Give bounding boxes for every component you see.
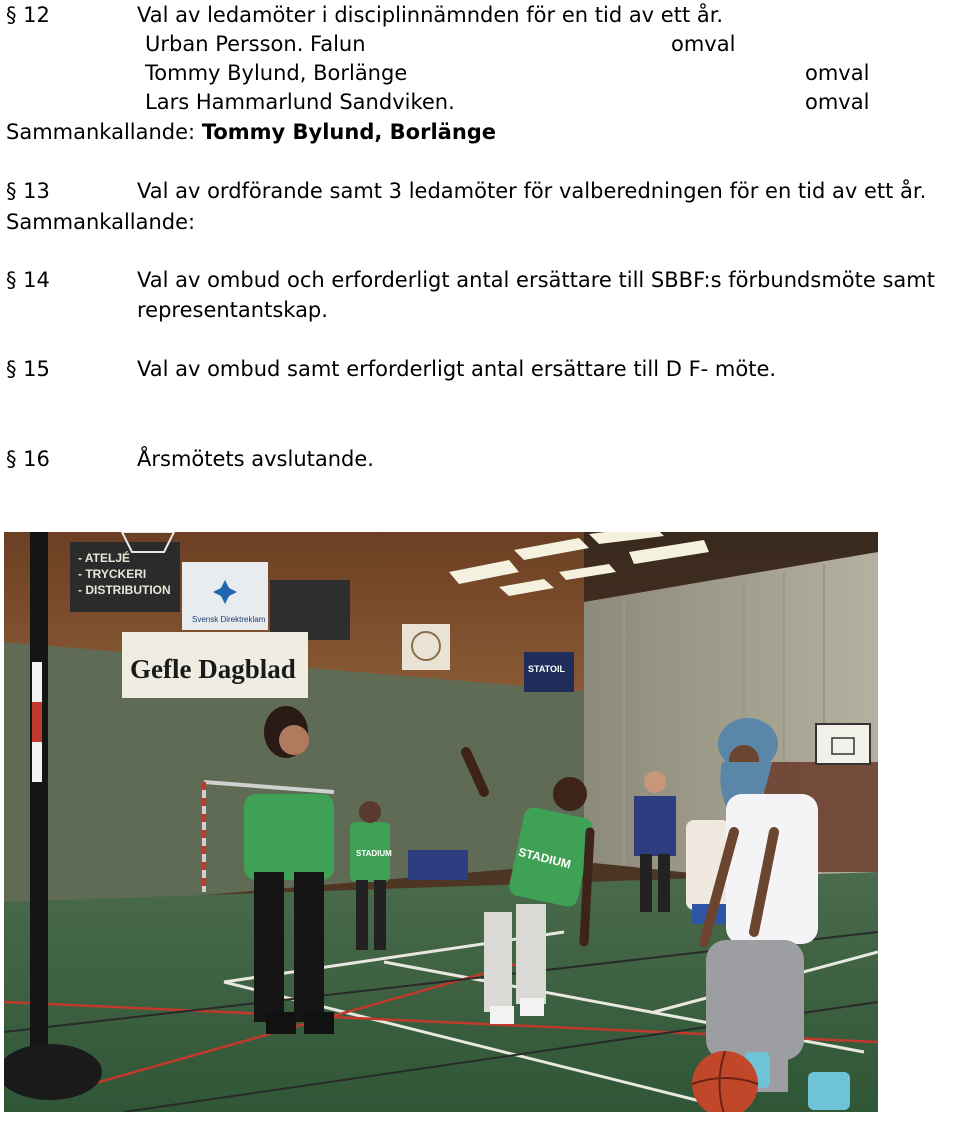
convener-line-12 bbox=[6, 120, 496, 144]
item-text-12: Val av ledamöter i disciplinnämnden för en tid av ett år. bbox=[137, 3, 724, 27]
item-number-13: § 13 bbox=[6, 179, 50, 203]
basketball-photo bbox=[4, 532, 878, 1112]
sign-text: - ATELJÉ bbox=[78, 551, 131, 565]
basketball-board bbox=[816, 724, 870, 764]
sign-text: - DISTRIBUTION bbox=[78, 583, 171, 597]
member-name: Lars Hammarlund Sandviken. bbox=[145, 90, 455, 114]
item-text-14-line2: representantskap. bbox=[137, 298, 328, 322]
convener-name: Tommy Bylund, Borlänge bbox=[201, 120, 497, 144]
member-name: Urban Persson. Falun bbox=[145, 32, 366, 56]
sign-text: Svensk Direktreklam bbox=[192, 615, 266, 624]
item-number-16: § 16 bbox=[6, 447, 50, 471]
bib-text: STADIUM bbox=[356, 849, 392, 858]
sign-text: - TRYCKERI bbox=[78, 567, 147, 581]
sign-dark bbox=[270, 580, 350, 640]
convener-label: Sammankallande: bbox=[6, 120, 202, 144]
item-number-15: § 15 bbox=[6, 357, 50, 381]
item-text-15: Val av ombud samt erforderligt antal ersättare till D F- möte. bbox=[137, 357, 777, 381]
item-number-12: § 12 bbox=[6, 3, 50, 27]
member-status: omval bbox=[805, 90, 870, 114]
item-text-16: Årsmötets avslutande. bbox=[137, 447, 374, 471]
sign-text: STATOIL bbox=[528, 664, 565, 674]
item-text-13: Val av ordförande samt 3 ledamöter för valberedningen för en tid av ett år. bbox=[137, 179, 927, 203]
member-status: omval bbox=[671, 32, 736, 56]
bib-text: STADIUM bbox=[516, 844, 573, 872]
sign-text: Gefle Dagblad bbox=[130, 654, 296, 684]
basket-post bbox=[30, 532, 48, 1052]
member-name: Tommy Bylund, Borlänge bbox=[145, 61, 408, 85]
item-number-14: § 14 bbox=[6, 268, 50, 292]
convener-label: Sammankallande: bbox=[6, 210, 196, 234]
sign-emblem bbox=[402, 624, 450, 670]
member-status: omval bbox=[805, 61, 870, 85]
item-text-14-line1: Val av ombud och erforderligt antal ersättare till SBBF:s förbundsmöte samt bbox=[137, 268, 935, 292]
